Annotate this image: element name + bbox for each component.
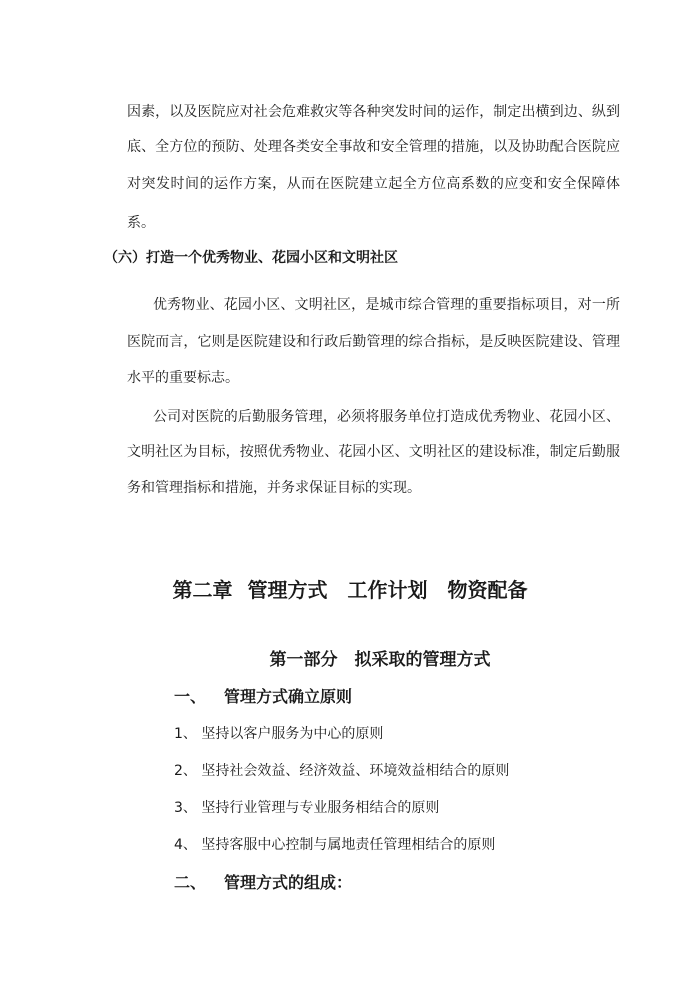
section-heading-1 (174, 686, 352, 708)
body-text-line: 底、全方位的预防、处理各类安全事故和安全管理的措施，以及协助配合医院应 (127, 139, 620, 155)
part-title: 第一部分 拟采取的管理方式 (269, 650, 491, 670)
body-text-line: 文明社区为目标，按照优秀物业、花园小区、文明社区的建设标准，制定后勤服 (127, 444, 620, 460)
body-text-line: 优秀物业、花园小区、文明社区，是城市综合管理的重要指标项目，对一所 (153, 297, 620, 313)
body-text-line: 对突发时间的运作方案，从而在医院建立起全方位高系数的应变和安全保障体 (127, 176, 620, 192)
body-text-line: 公司对医院的后勤服务管理，必须将服务单位打造成优秀物业、花园小区、 (153, 409, 620, 425)
section-number: 二、 (174, 873, 207, 892)
list-item: 4、 坚持客服中心控制与属地责任管理相结合的原则 (174, 837, 496, 853)
section-heading-2 (174, 872, 352, 894)
list-item: 3、 坚持行业管理与专业服务相结合的原则 (174, 800, 440, 816)
section-number: 一、 (174, 687, 207, 706)
list-item: 2、 坚持社会效益、经济效益、环境效益相结合的原则 (174, 763, 510, 779)
section-title: 管理方式确立原则 (224, 687, 353, 706)
body-text-line: 系。 (127, 215, 155, 231)
body-text-line: 因素，以及医院应对社会危难救灾等各种突发时间的运作，制定出横到边、纵到 (127, 104, 620, 120)
section-title: 管理方式的组成： (224, 873, 353, 892)
list-item: 1、 坚持以客户服务为中心的原则 (174, 726, 384, 742)
body-text-line: 医院而言，它则是医院建设和行政后勤管理的综合指标，是反映医院建设、管理 (127, 334, 620, 350)
chapter-title: 第二章 管理方式 工作计划 物资配备 (172, 578, 528, 602)
body-text-line: 务和管理指标和措施，并务求保证目标的实现。 (127, 480, 421, 496)
section-heading-6: （六）打造一个优秀物业、花园小区和文明社区 (104, 250, 398, 266)
body-text-line: 水平的重要标志。 (127, 370, 239, 386)
